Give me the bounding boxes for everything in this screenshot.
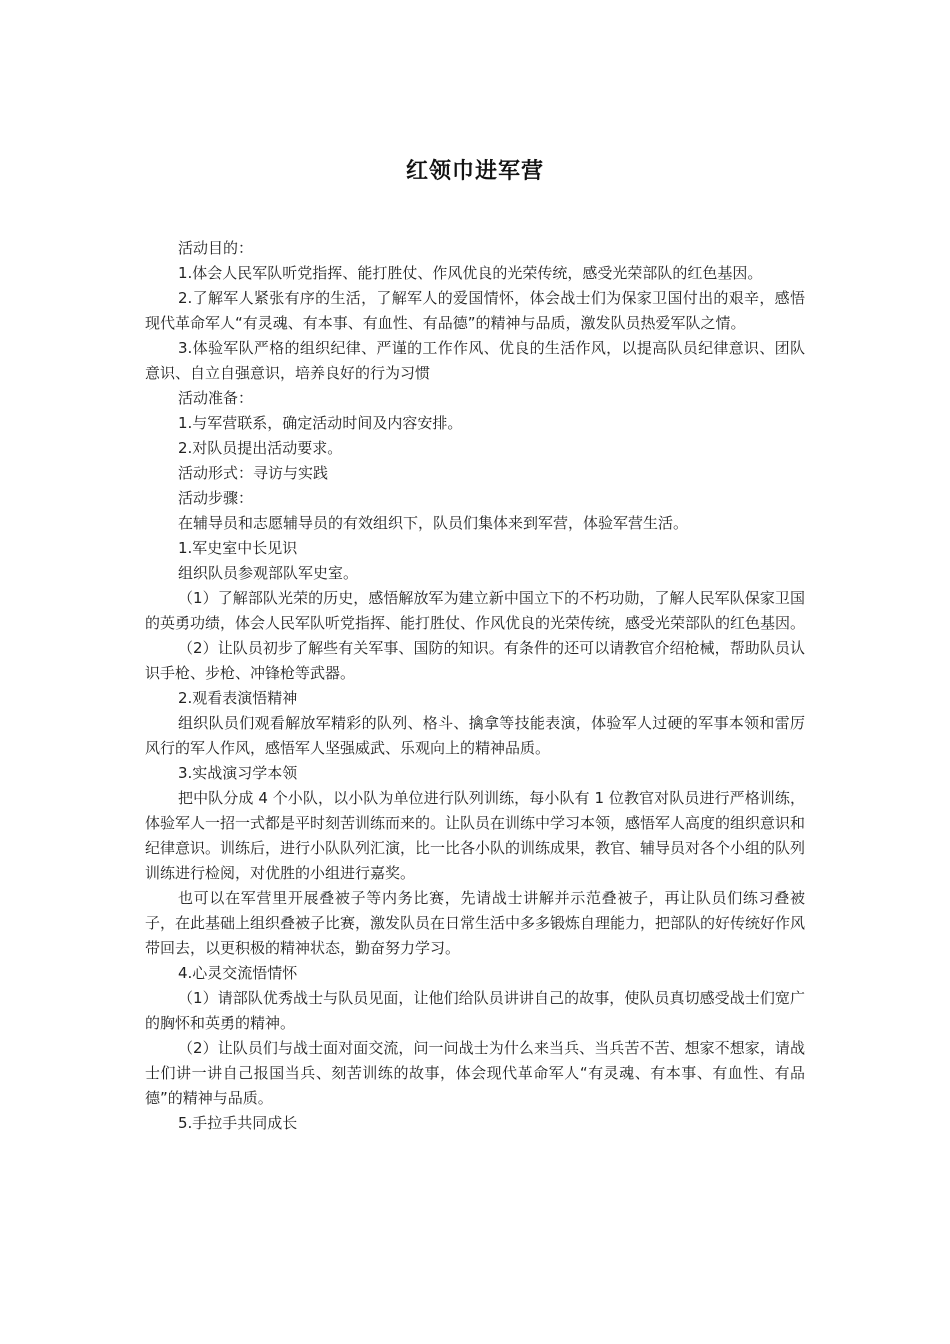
paragraph-step-4-heading: 4.心灵交流悟情怀 <box>178 964 298 982</box>
paragraph-step-2-text: 组织队员们观看解放军精彩的队列、格斗、擒拿等技能表演，体验军人过硬的军事本领和雷厉风行的军人作风，感悟军人坚强威武、乐观向上的精神品质。 <box>145 714 805 757</box>
paragraph-purpose-2: 2.了解军人紧张有序的生活，了解军人的爱国情怀，体会战士们为保家卫国付出的艰辛，感悟现代革命军人“有灵魂、有本事、有血性、有品德”的精神与品质，激发队员热爱军队之情。 <box>145 289 805 332</box>
paragraph-purpose-1: 1.体会人民军队听党指挥、能打胜仗、作风优良的光荣传统，感受光荣部队的红色基因。 <box>178 264 763 282</box>
paragraph-step-3-text-2: 也可以在军营里开展叠被子等内务比赛，先请战士讲解并示范叠被子，再让队员们练习叠被子，在此基础上组织叠被子比赛，激发队员在日常生活中多多锻炼自理能力，把部队的好传统好作风带回去，以更积极的精神状态，勤奋努力学习。 <box>145 889 806 957</box>
paragraph-steps-intro: 在辅导员和志愿辅导员的有效组织下，队员们集体来到军营，体验军营生活。 <box>178 514 689 532</box>
paragraph-purpose-heading: 活动目的： <box>178 239 254 257</box>
paragraph-step-1-text: 组织队员参观部队军史室。 <box>178 564 359 582</box>
paragraph-preparation-heading: 活动准备： <box>178 389 254 407</box>
paragraph-preparation-2: 2.对队员提出活动要求。 <box>178 439 343 457</box>
paragraph-step-4-item-2: （2）让队员们与战士面对面交流，问一问战士为什么来当兵、当兵苦不苦、想家不想家，请战士们讲一讲自己报国当兵、刻苦训练的故事，体会现代革命军人“有灵魂、有本事、有血性、有品德”的精神与品质。 <box>145 1039 805 1107</box>
paragraph-step-1-item-2: （2）让队员初步了解些有关军事、国防的知识。有条件的还可以请教官介绍枪械，帮助队员认识手枪、步枪、冲锋枪等武器。 <box>145 639 805 682</box>
paragraph-preparation-1: 1.与军营联系，确定活动时间及内容安排。 <box>178 414 463 432</box>
paragraph-step-2-heading: 2.观看表演悟精神 <box>178 689 298 707</box>
paragraph-step-3-heading: 3.实战演习学本领 <box>178 764 298 782</box>
paragraph-step-1-item-1: （1）了解部队光荣的历史，感悟解放军为建立新中国立下的不朽功勋，了解人民军队保家卫国的英勇功绩，体会人民军队听党指挥、能打胜仗、作风优良的光荣传统，感受光荣部队的红色基因。 <box>145 589 806 632</box>
paragraph-steps-heading: 活动步骤： <box>178 489 254 507</box>
paragraph-step-3-text-1: 把中队分成 4 个小队，以小队为单位进行队列训练，每小队有 1 位教官对队员进行严格训练，体验军人一招一式都是平时刻苦训练而来的。让队员在训练中学习本领，感悟军人高度的组织意识和纪律意识。训练后，进行小队队列汇演，比一比各小队的训练成果，教官、辅导员对各个小组的队列训练进行检阅，对优胜的小组进行嘉奖。 <box>145 789 806 882</box>
paragraph-step-5-heading: 5.手拉手共同成长 <box>178 1114 298 1132</box>
paragraph-step-1-heading: 1.军史室中长见识 <box>178 539 298 557</box>
paragraph-format: 活动形式：寻访与实践 <box>178 464 329 482</box>
paragraph-purpose-3: 3.体验军队严格的组织纪律、严谨的工作作风、优良的生活作风，以提高队员纪律意识、团队意识、自立自强意识，培养良好的行为习惯 <box>145 339 805 382</box>
document-body <box>145 236 805 1136</box>
paragraph-step-4-item-1: （1）请部队优秀战士与队员见面，让他们给队员讲讲自己的故事，使队员真切感受战士们宽广的胸怀和英勇的精神。 <box>145 989 805 1032</box>
document-title: 红领巾进军营 <box>405 159 544 184</box>
